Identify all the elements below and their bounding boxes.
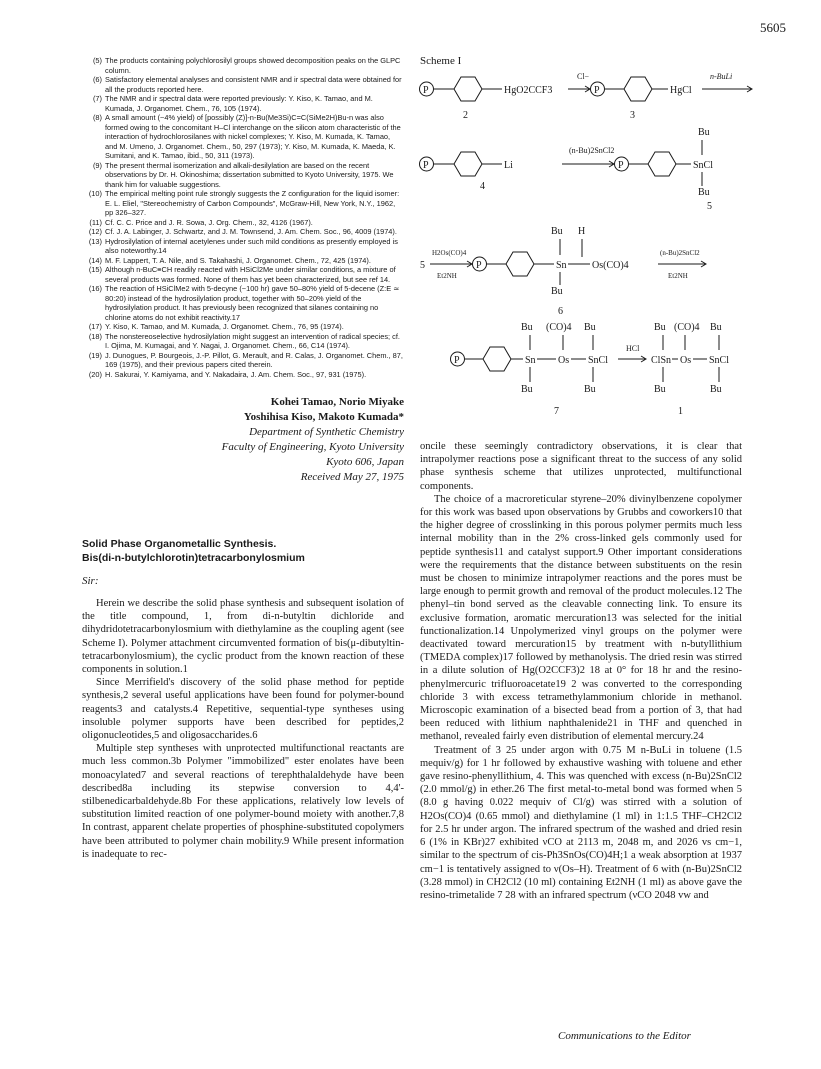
h2osco4-reagent: H2Os(CO)4 — [432, 249, 467, 257]
note-text: J. Dunogues, P. Bourgeois, J.-P. Pillot, G. Merault, and R. Calas, J. Organomet. Chem., 87, 169 (1975), and their previous papers cited therein. — [105, 350, 403, 369]
sncl-label: SnCl — [709, 355, 730, 366]
nbuli-reagent: n-BuLi — [710, 72, 733, 81]
note-number: (6) — [92, 75, 102, 84]
reference-note — [82, 322, 404, 332]
note-number: (5) — [92, 56, 102, 65]
bu-label: Bu — [654, 322, 666, 333]
note-number: (12) — [88, 227, 102, 236]
note-text: The nonstereoselective hydrosilylation might suggest an intervention of radical species; cf. I. Ojima, M. Kumagai, and Y. Nagai, J. Organomet. Chem., 66, C14 (1974). — [105, 331, 400, 350]
reference-note — [82, 284, 404, 322]
note-text: Although n-BuC≡CH readily reacted with HSiCl2Me under similar conditions, a mixture of several products was formed. None of them has yet been characterized, but see ref 14. — [105, 265, 396, 284]
benzene-ring — [465, 347, 523, 371]
note-number: (19) — [88, 350, 102, 360]
osco4-label: Os(CO)4 — [592, 260, 629, 271]
polymer-symbol: P — [618, 160, 624, 171]
benzene-ring — [605, 77, 668, 101]
page-number: 5605 — [760, 20, 786, 35]
hydride-label: H — [578, 226, 586, 237]
reference-note — [82, 351, 404, 370]
bu-label: Bu — [551, 226, 563, 237]
body-paragraph: Since Merrifield's discovery of the solid phase method for peptide synthesis,2 several useful applications have been found for polymer-bound reagents3 and catalysts.4 Repetitive, sequential-type syntheses using insoluble polymer supports have been described for peptides,2 oligonucleotides,5 and oligosaccharides.6 — [82, 677, 404, 742]
polymer-symbol: P — [476, 260, 482, 271]
department: Department of Synthetic Chemistry — [249, 426, 404, 438]
et2nh-reagent: Et2NH — [668, 272, 688, 280]
left-column — [82, 56, 404, 861]
reference-note — [82, 218, 404, 228]
bu-label: Bu — [551, 286, 563, 297]
benzene-ring — [434, 152, 502, 176]
note-text: The reaction of HSiClMe2 with 5-decyne (~100 hr) gave 50–80% yield of 5-decene (Z:E ≃ 80:20) instead of the hydrosilylation product, together with 50–20% yield of the hydrosilylation product. It has previously been recognized that silanes containing no chlorine atoms do not exhibit reactivity.17 — [105, 284, 400, 322]
right-body-text — [420, 440, 742, 902]
article-title — [82, 537, 404, 565]
sncl-label: SnCl — [693, 160, 714, 171]
reference-note — [82, 161, 404, 190]
note-text: Y. Kiso, K. Tamao, and M. Kumada, J. Organomet. Chem., 76, 95 (1974). — [105, 322, 344, 331]
reference-note — [82, 332, 404, 351]
faculty: Faculty of Engineering, Kyoto University — [221, 441, 404, 453]
bu-label: Bu — [698, 127, 710, 138]
et2nh-reagent: Et2NH — [437, 272, 457, 280]
scheme-svg — [418, 52, 758, 438]
sncl-label: SnCl — [588, 355, 609, 366]
note-text: The present thermal isomerization and alkali-desilylation are based on the recent observations by Dr. H. Okinoshima; dissertation submitted to Kyoto University, 1975. We thank him for valuable suggestions. — [105, 160, 394, 189]
reference-note — [82, 227, 404, 237]
note-number: (15) — [88, 265, 102, 274]
note-number: (11) — [89, 217, 102, 227]
nbu2sncl2-reagent: (n-Bu)2SnCl2 — [660, 249, 700, 257]
reference-note — [82, 189, 404, 218]
note-text: The products containing polychlorosilyl groups showed decomposition peaks on the GLPC column. — [105, 56, 401, 75]
note-text: Cf. C. C. Price and J. R. Sowa, J. Org. Chem., 32, 4126 (1967). — [105, 217, 313, 227]
sn-label: Sn — [556, 260, 567, 271]
note-text: The NMR and ir spectral data were reported previously: Y. Kiso, K. Tamao, and M. Kumada, J. Organomet. Chem., 76, 105 (1974). — [105, 94, 373, 113]
polymer-symbol: P — [423, 160, 429, 171]
benzene-ring — [434, 77, 502, 101]
note-text: The empirical melting point rule strongly suggests the Z configuration for the liquid isomer: E. L. Eliel, "Stereochemistry of Carbon Compounds", McGraw-Hill, New York, N.Y., 1962, pp 326–327. — [105, 189, 400, 217]
reference-note — [82, 370, 404, 380]
note-number: (7) — [92, 94, 102, 103]
reference-note — [82, 113, 404, 161]
benzene-ring — [629, 152, 691, 176]
bu-label: Bu — [654, 384, 666, 395]
note-number: (17) — [88, 322, 102, 331]
note-number: (16) — [88, 284, 102, 293]
bu-label: Bu — [521, 384, 533, 395]
note-number: (9) — [92, 160, 102, 170]
salutation: Sir: — [82, 575, 99, 587]
note-text: H. Sakurai, Y. Kamiyama, and Y. Nakadaira, J. Am. Chem. Soc., 97, 931 (1975). — [105, 369, 367, 379]
city: Kyoto 606, Japan — [326, 456, 404, 468]
body-paragraph: oncile these seemingly contradictory observations, it is clear that intrapolymer reactions pose a significant threat to the success of any solid phase synthesis scheme that utilizes unprotected, multifunctional components. — [420, 441, 742, 492]
title-line-2: Bis(di-n-butylchlorotin)tetracarbonylosmium — [82, 552, 305, 564]
reference-note — [82, 94, 404, 113]
note-text: Cf. J. A. Labinger, J. Schwartz, and J. M. Townsend, J. Am. Chem. Soc., 96, 4009 (1974). — [105, 227, 397, 236]
compound-1-label: 1 — [678, 406, 683, 417]
note-text: Satisfactory elemental analyses and consistent NMR and ir spectral data were obtained for all the products reported here. — [105, 75, 402, 94]
clsn-label: ClSn — [651, 355, 672, 366]
scheme-label: Scheme I — [420, 55, 462, 67]
body-paragraph: Herein we describe the solid phase synthesis and subsequent isolation of the title compound, 1, from di-n-butyltin dichloride and dihydridotetracarbonylosmium with diethylamine as the coupling agent (see Scheme I). Polymer attachment circumvented formation of bis(μ-dibutyltin-tetracarbonylosmium), the cyclic product from the known reaction of these components in solution.1 — [82, 598, 404, 676]
hgo2ccf3-label: HgO2CCF3 — [504, 85, 553, 96]
note-number: (18) — [88, 331, 102, 341]
reference-note — [82, 237, 404, 256]
note-number: (14) — [88, 255, 102, 265]
note-text: A small amount (~4% yield) of [possibly (Z)]-n-Bu(Me3Si)C=C(SiMe2H)Bu-n was also formed owing to the concomitant H–Cl interchange on the silicon atom characteristic of the interaction of hydrochlorosilanes with nickel complexes; Y. Kiso, M. Kumada, K. Tamao, and M. Umeno, J. Organomet. Chem., 50, 297 (1973); Y. Kiso, M. Kumada, K. Maeda, K. Sumitani, and K. Tamao, ibid., 50, 311 (1973). — [105, 113, 401, 160]
title-line-1: Solid Phase Organometallic Synthesis. — [82, 538, 277, 550]
note-number: (8) — [92, 113, 102, 122]
left-body-text — [82, 597, 404, 861]
chloride-reagent: Cl− — [577, 72, 590, 81]
authors-line-2: Yoshihisa Kiso, Makoto Kumada* — [243, 411, 404, 423]
sn-label: Sn — [525, 355, 536, 366]
reference-notes — [82, 56, 404, 379]
co4-label: (CO)4 — [674, 322, 700, 333]
author-affiliation — [82, 395, 404, 485]
authors-line-1: Kohei Tamao, Norio Miyake — [270, 396, 404, 408]
bu-label: Bu — [698, 187, 710, 198]
note-number: (20) — [88, 369, 102, 379]
bu-label: Bu — [584, 322, 596, 333]
compound-5-label: 5 — [707, 201, 712, 212]
benzene-ring — [487, 252, 554, 276]
reference-note — [82, 56, 404, 75]
note-text: M. F. Lappert, T. A. Nile, and S. Takahashi, J. Organomet. Chem., 72, 425 (1974). — [105, 255, 371, 265]
bu-label: Bu — [710, 322, 722, 333]
nbu2sncl2-reagent: (n-Bu)2SnCl2 — [569, 146, 615, 155]
os-label: Os — [680, 355, 692, 366]
polymer-symbol: P — [594, 85, 600, 96]
polymer-symbol: P — [423, 85, 429, 96]
compound-4-label: 4 — [480, 181, 485, 192]
compound-6-label: 6 — [558, 306, 563, 317]
bu-label: Bu — [710, 384, 722, 395]
reference-note — [82, 256, 404, 266]
compound-2-label: 2 — [463, 110, 468, 121]
li-label: Li — [504, 160, 513, 171]
co4-label: (CO)4 — [546, 322, 572, 333]
compound-3-label: 3 — [630, 110, 635, 121]
compound-7-label: 7 — [554, 406, 559, 417]
compound-5-ref: 5 — [420, 260, 425, 271]
reference-note — [82, 75, 404, 94]
body-paragraph: The choice of a macroreticular styrene–20% divinylbenzene copolymer for this work was based upon observations by Grubbs and coworkers10 that the higher degree of crosslinking in this porous polymer permits much less internal mobility than in the 2% cross-linked gels commonly used for peptide synthesis11 and catalyst support.9 Other important considerations were the requirements that the distance between substituents on the resin must be chosen to minimize intrapolymer reactions and the pores must be large enough to permit growth and removal of the product molecules.12 The phenyl–tin bond served as the cleavable connecting link. To ensure its exclusive formation, aromatic mercuration13 was selected for the initial functionalization.14 Unpolymerized vinyl groups on the polymer were deactivated toward mercuration15 by treatment with n-butyllithium (TMEDA complex)17 followed by methanolysis. The dried resin was stirred in a dilute solution of Hg(O2CCF3)2 18 at 0° for 18 hr and the resino-phenylmercuric trifluoroacetate19 2 was converted to the corresponding chloride 3 with excess tetramethylammonium chloride in methanol. Microscopic examination of a bisected bead from a portion of 3, that had been reduced with lithium naphthalenide21 in THF and quenched in methanol, revealed fairly even distribution of elemental mercury.24 — [420, 493, 742, 743]
hcl-reagent: HCl — [626, 344, 640, 353]
note-number: (13) — [88, 236, 102, 246]
running-footer: Communications to the Editor — [558, 1030, 691, 1042]
polymer-symbol: P — [454, 355, 460, 366]
hgcl-label: HgCl — [670, 85, 692, 96]
body-paragraph: Multiple step syntheses with unprotected multifunctional reactants are much less common.3b Polymer "immobilized" ester enolates have been monoacylated7 and several reactions of terephthalaldehyde have been described8a including its stepwise conversion to 4,4'-stilbenedicarbaldehyde.8b For these applications, relatively low levels of substitution limited reaction of one polymer-bound moiety with another.7,8 In contrast, apparent chelate properties of phosphine-substituted copolymers have been attributed to polymer chain mobility.9 While present information is inadequate to rec- — [82, 743, 404, 860]
body-paragraph: Treatment of 3 25 under argon with 0.75 M n-BuLi in toluene (1.5 mequiv/g) for 1 hr followed by exhaustive washing with toluene and ether gave resino-phenyllithium, 4. This was quenched with excess (n-Bu)2SnCl2 (2.0 mmol/g) in ether.26 The first metal-to-metal bond was formed when 5 (8.0 g having 0.022 mequiv of Cl/g) was stirred with a solution of H2Os(CO)4 (0.65 mmol) and diethylamine (1 ml) in 1:1.5 THF–CH2Cl2 for 2.5 hr under argon. The infrared spectrum of the washed and dried resin 6 (1% in KBr)27 exhibited νCO at 2113 m, 2048 m, and 2026 vs cm−1, similar to the spectrum of cis-Ph3SnOs(CO)4H;1 a weak absorption at 1937 cm−1 is tentatively assigned to ν(Os–H). Treatment of 6 with (n-Bu)2SnCl2 (3.28 mmol) in CH2Cl2 (10 ml) containing Et2NH (1 ml) as above gave the resino-trimetalide 7 28 with an infrared spectrum (νCO 2048 vw and — [420, 744, 742, 901]
note-text: Hydrosilylation of internal acetylenes under such mild conditions as presently employed is also noteworthy.14 — [105, 236, 398, 255]
received-date: Received May 27, 1975 — [300, 471, 404, 483]
reference-note — [82, 265, 404, 284]
scheme-figure — [418, 52, 758, 438]
os-label: Os — [558, 355, 570, 366]
bu-label: Bu — [584, 384, 596, 395]
bu-label: Bu — [521, 322, 533, 333]
note-number: (10) — [88, 189, 102, 198]
